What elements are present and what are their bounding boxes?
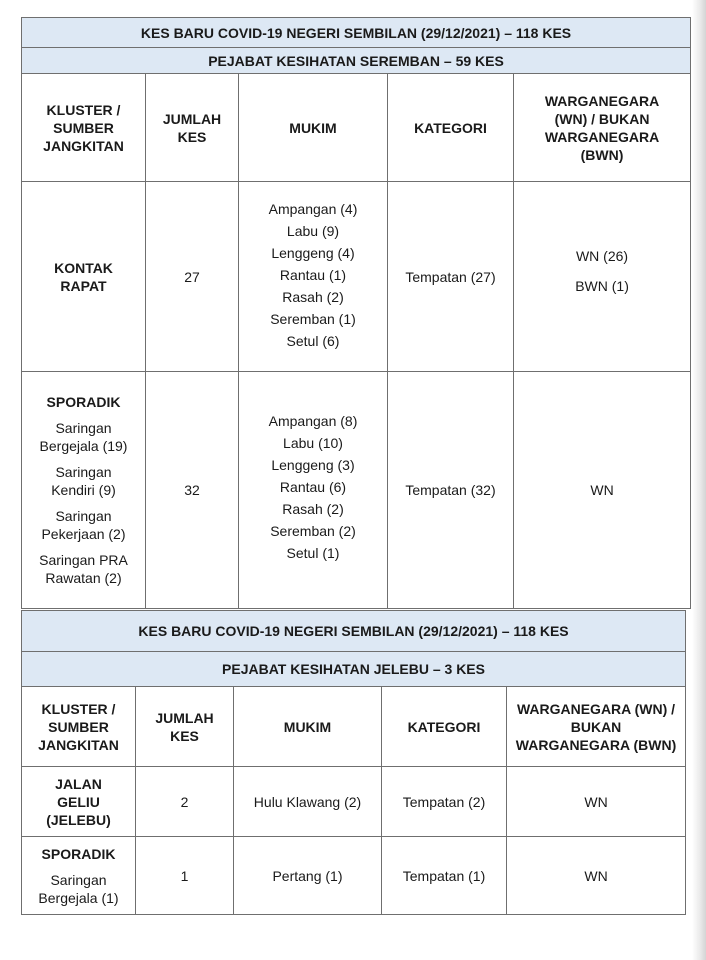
cluster-sub-item: Saringan Bergejala (19)	[39, 420, 128, 454]
mukim-item: Lenggeng (4)	[271, 244, 355, 261]
cluster-label: SPORADIK	[41, 845, 116, 862]
header-cluster: KLUSTER / SUMBER JANGKITAN	[22, 687, 136, 767]
mukim-cell	[239, 182, 388, 372]
mukim-item: Labu (10)	[283, 435, 343, 451]
table-row	[22, 837, 686, 915]
citizenship-cell: WN	[507, 767, 686, 837]
office-row	[22, 48, 691, 74]
citizenship-cell	[514, 182, 691, 372]
citizenship-item: BWN (1)	[575, 277, 629, 294]
column-header-row	[22, 74, 691, 182]
office-title: PEJABAT KESIHATAN SEREMBAN – 59 KES	[22, 48, 691, 74]
seremban-cases-table	[21, 17, 691, 609]
cluster-sub-item: Saringan Pekerjaan (2)	[41, 508, 126, 542]
kategori-cell: Tempatan (1)	[382, 837, 507, 915]
total-cell: 32	[146, 372, 239, 609]
mukim-item: Setul (6)	[286, 332, 340, 349]
column-header-row	[22, 687, 686, 767]
total-cell: 27	[146, 182, 239, 372]
header-mukim: MUKIM	[239, 74, 388, 182]
mukim-item: Rasah (2)	[282, 288, 344, 305]
table-row	[22, 182, 691, 372]
citizenship-cell: WN	[514, 372, 691, 609]
mukim-item: Lenggeng (3)	[271, 457, 355, 473]
header-citizenship: WARGANEGARA (WN) / BUKAN WARGANEGARA (BWN)	[514, 74, 691, 182]
mukim-item: Seremban (2)	[270, 523, 356, 539]
cluster-cell: KONTAK RAPAT	[22, 182, 146, 372]
jelebu-cases-table	[21, 610, 686, 915]
table-title-row	[22, 18, 691, 48]
header-kategori: KATEGORI	[382, 687, 507, 767]
cluster-cell: JALAN GELIU (JELEBU)	[22, 767, 136, 837]
table-title: KES BARU COVID-19 NEGERI SEMBILAN (29/12/2021) – 118 KES	[22, 18, 691, 48]
header-cluster: KLUSTER / SUMBER JANGKITAN	[22, 74, 146, 182]
mukim-item: Rantau (1)	[279, 266, 347, 283]
cluster-sub-item: Saringan PRA Rawatan (2)	[39, 552, 128, 586]
mukim-item: Rasah (2)	[282, 501, 344, 517]
header-total: JUMLAH KES	[136, 687, 234, 767]
mukim-item: Ampangan (4)	[268, 200, 358, 217]
mukim-cell: Hulu Klawang (2)	[234, 767, 382, 837]
table-title: KES BARU COVID-19 NEGERI SEMBILAN (29/12/2021) – 118 KES	[22, 611, 686, 652]
kategori-cell: Tempatan (2)	[382, 767, 507, 837]
cluster-cell	[22, 837, 136, 915]
cluster-sub-item: Saringan Kendiri (9)	[51, 464, 116, 498]
mukim-item: Setul (1)	[286, 545, 340, 561]
cluster-label: SPORADIK	[46, 394, 121, 410]
cluster-cell	[22, 372, 146, 609]
office-row	[22, 652, 686, 687]
header-total: JUMLAH KES	[146, 74, 239, 182]
table-row	[22, 372, 691, 609]
citizenship-item: WN (26)	[575, 247, 629, 264]
mukim-item: Seremban (1)	[270, 310, 356, 327]
mukim-item: Ampangan (8)	[268, 413, 358, 429]
page-edge-shadow	[692, 0, 706, 960]
total-cell: 2	[136, 767, 234, 837]
mukim-cell	[239, 372, 388, 609]
header-mukim: MUKIM	[234, 687, 382, 767]
cluster-sub-item: Saringan Bergejala (1)	[38, 871, 119, 906]
mukim-cell: Pertang (1)	[234, 837, 382, 915]
citizenship-cell: WN	[507, 837, 686, 915]
office-title: PEJABAT KESIHATAN JELEBU – 3 KES	[22, 652, 686, 687]
total-cell: 1	[136, 837, 234, 915]
mukim-item: Labu (9)	[286, 222, 340, 239]
kategori-cell: Tempatan (32)	[388, 372, 514, 609]
table-title-row	[22, 611, 686, 652]
kategori-cell: Tempatan (27)	[388, 182, 514, 372]
table-row	[22, 767, 686, 837]
mukim-item: Rantau (6)	[279, 479, 347, 495]
header-citizenship: WARGANEGARA (WN) / BUKAN WARGANEGARA (BWN)	[507, 687, 686, 767]
header-kategori: KATEGORI	[388, 74, 514, 182]
